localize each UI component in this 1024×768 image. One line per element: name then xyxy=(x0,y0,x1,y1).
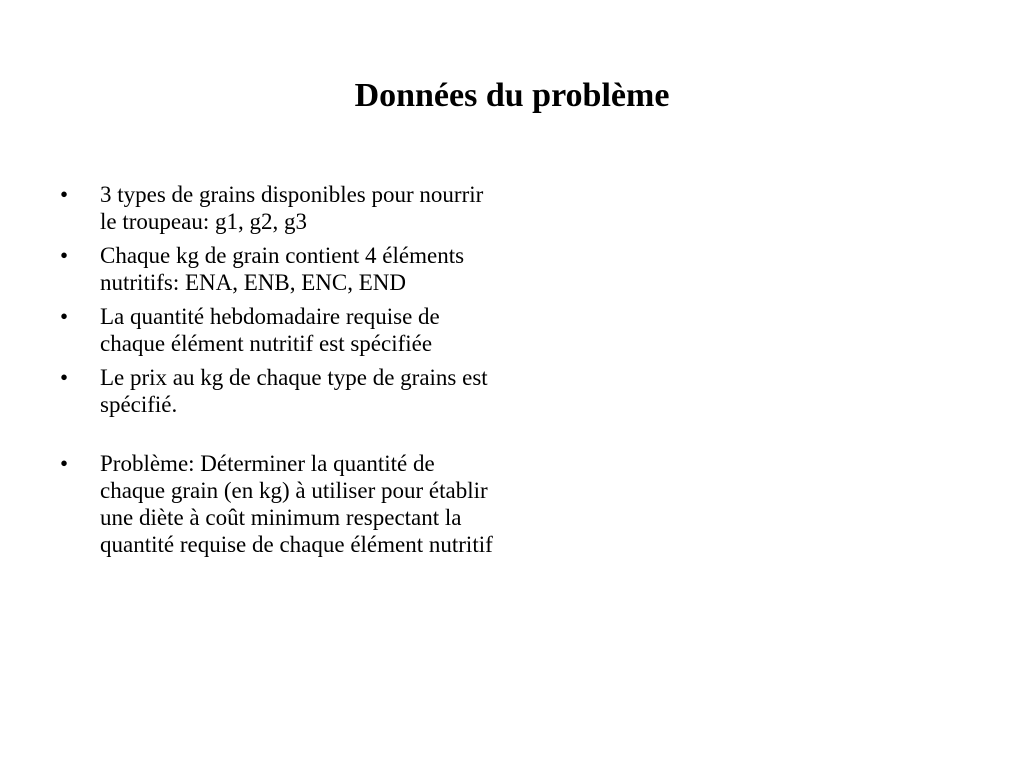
bullet-text: 3 types de grains disponibles pour nourrir le troupeau: g1, g2, g3 xyxy=(100,182,484,234)
bullet-marker: • xyxy=(60,182,69,207)
bullet-item xyxy=(60,181,500,235)
bullet-item xyxy=(60,364,500,418)
slide-title: Données du problème xyxy=(354,77,670,114)
bullet-marker: • xyxy=(60,304,69,329)
bullet-item xyxy=(60,450,500,558)
bullet-item xyxy=(60,303,500,357)
bullet-text: La quantité hebdomadaire requise de chaque élément nutritif est spécifiée xyxy=(100,304,440,356)
bullet-item xyxy=(60,242,500,296)
bullet-marker: • xyxy=(60,365,69,390)
bullet-text: Problème: Déterminer la quantité de chaque grain (en kg) à utiliser pour établir une diète à coût minimum respectant la quantité requise de chaque élément nutritif xyxy=(100,451,493,557)
bullet-marker: • xyxy=(60,451,69,476)
bullet-text: Chaque kg de grain contient 4 éléments nutritifs: ENA, ENB, ENC, END xyxy=(100,243,465,295)
bullet-text: Le prix au kg de chaque type de grains est spécifié. xyxy=(100,365,488,417)
bullet-marker: • xyxy=(60,243,69,268)
bullet-list xyxy=(60,181,500,565)
